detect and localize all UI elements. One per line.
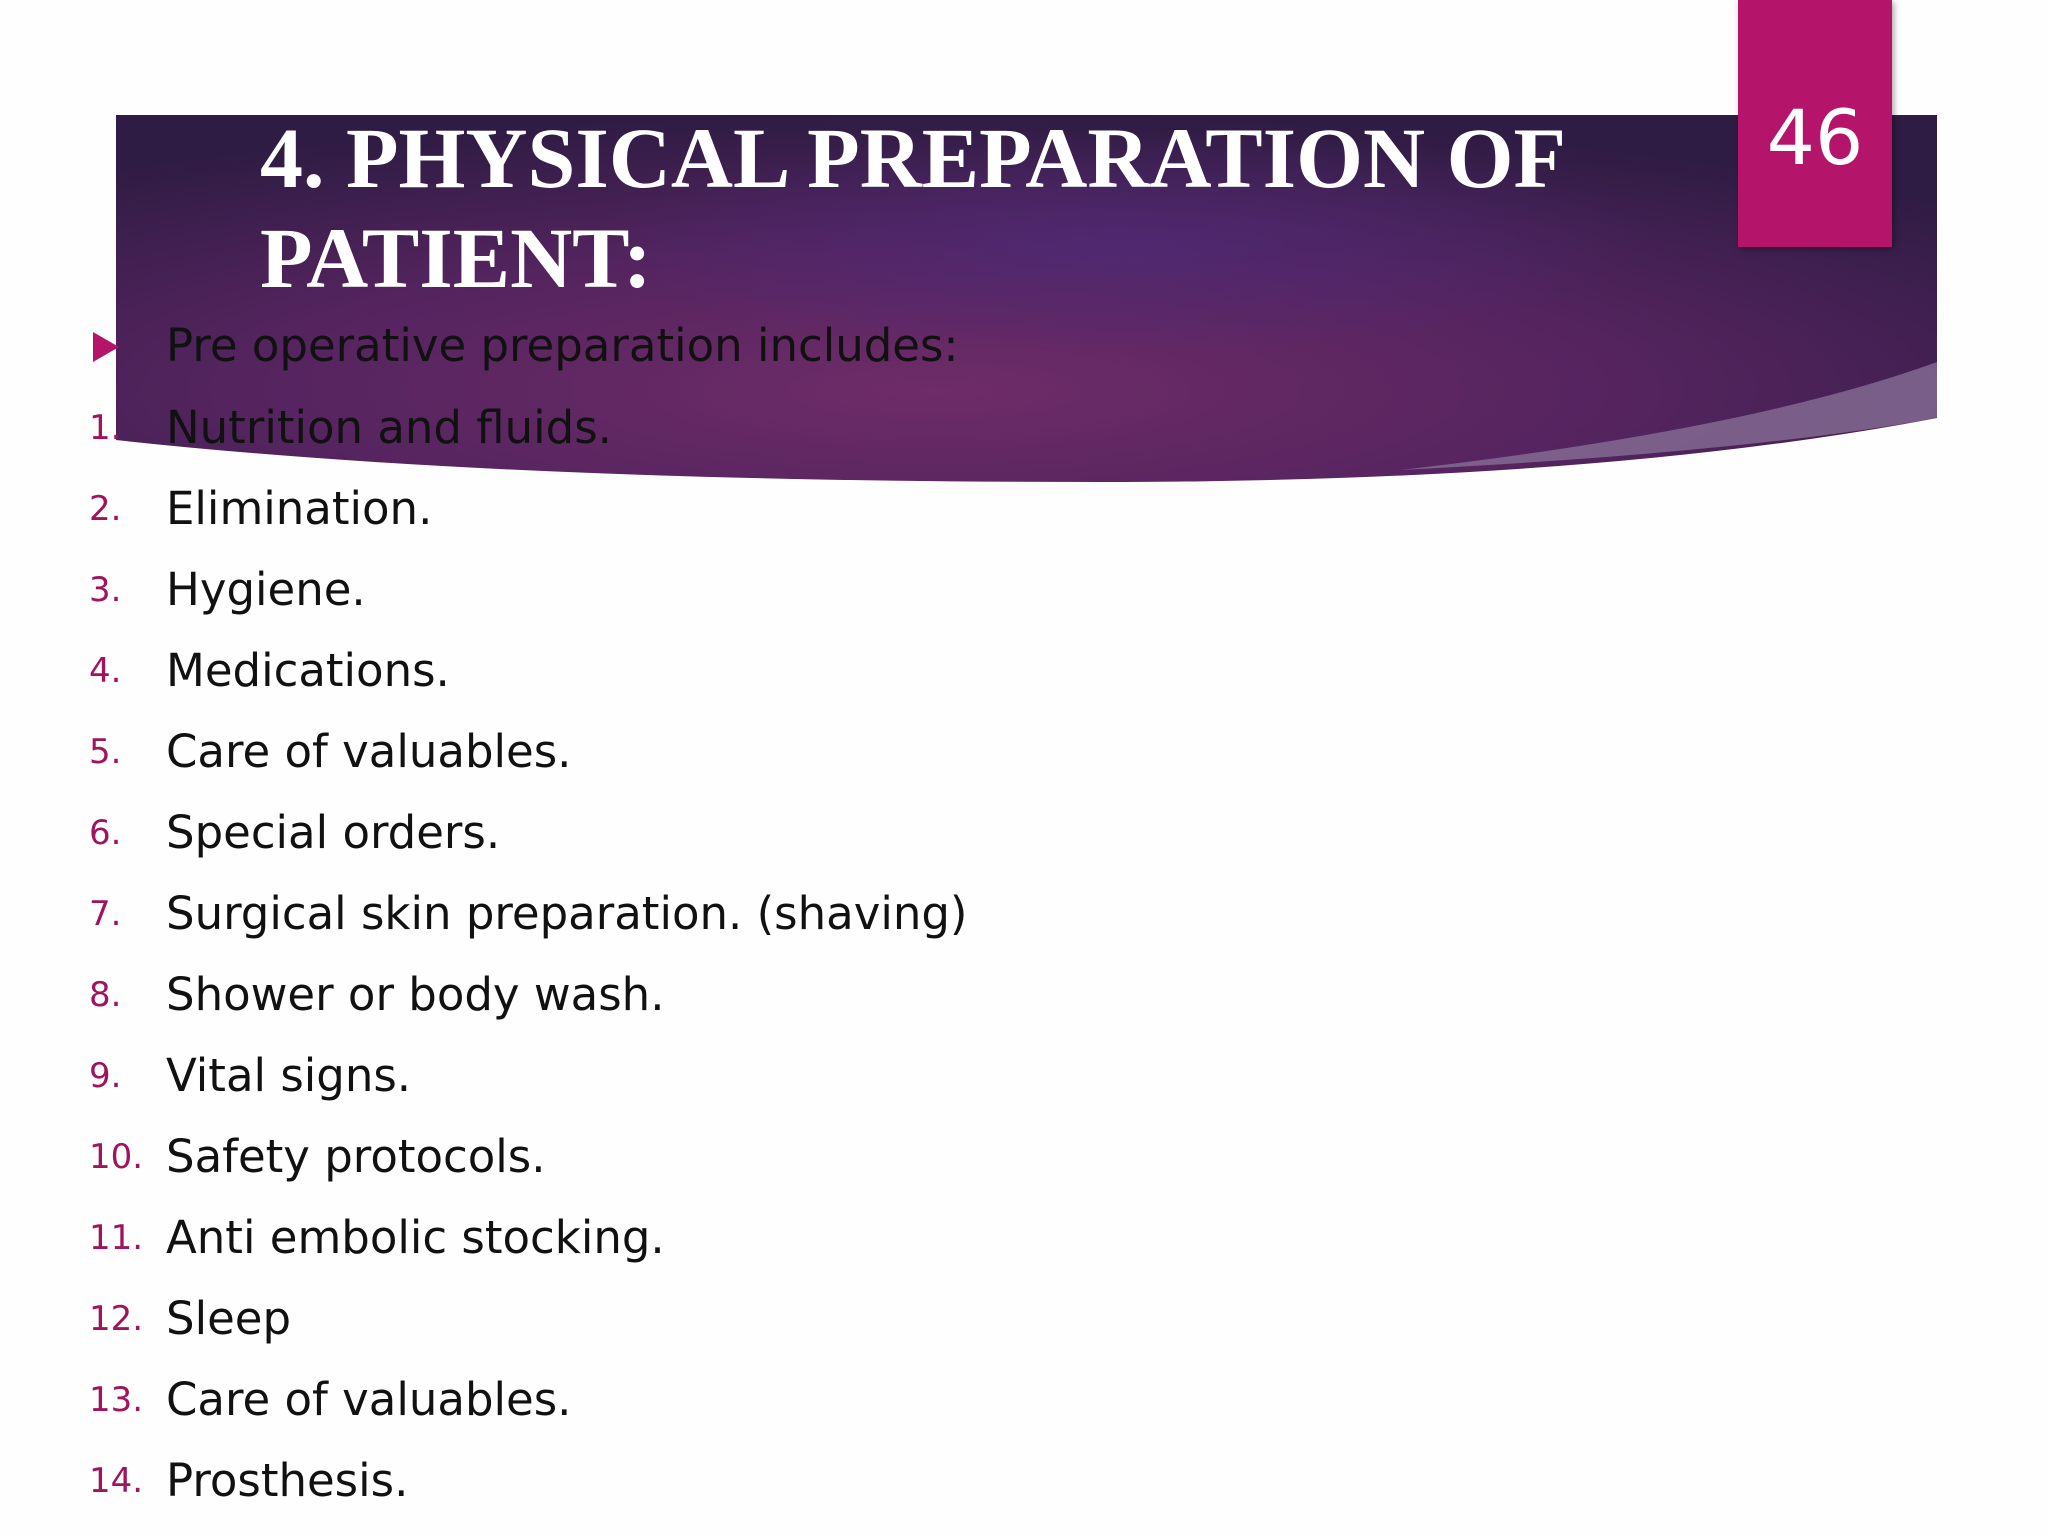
list-item-number: 4. — [89, 651, 122, 691]
list-item-text: Anti embolic stocking. — [166, 1211, 665, 1264]
page-number: 46 — [1766, 93, 1864, 182]
list-item-number: 11. — [89, 1218, 144, 1258]
list-item-number: 10. — [89, 1137, 144, 1177]
list-item-number: 12. — [89, 1299, 144, 1339]
list-item — [0, 959, 1200, 1040]
list-item — [0, 1364, 1200, 1445]
list-item — [0, 1283, 1200, 1364]
list-item-text: Special orders. — [166, 806, 501, 859]
list-item-number: 3. — [89, 570, 122, 610]
list-item-text: Medications. — [166, 644, 450, 697]
list-item-text: Care of valuables. — [166, 725, 572, 778]
list-item — [0, 1202, 1200, 1283]
list-item — [0, 1121, 1200, 1202]
list-item-number: 9. — [89, 1056, 122, 1096]
intro-bullet — [0, 310, 1200, 382]
list-item-number: 14. — [89, 1461, 144, 1501]
list-item — [0, 635, 1200, 716]
list-item-number: 5. — [89, 732, 122, 772]
list-item — [0, 1445, 1200, 1526]
list-item — [0, 797, 1200, 878]
page-number-tab — [1738, 0, 1892, 247]
list-item-text: Nutrition and fluids. — [166, 401, 612, 454]
list-item — [0, 1040, 1200, 1121]
list-item-text: Care of valuables. — [166, 1373, 572, 1426]
list-item-text: Safety protocols. — [166, 1130, 546, 1183]
list-item-text: Shower or body wash. — [166, 968, 665, 1021]
list-item-number: 8. — [89, 975, 122, 1015]
list-item-number: 2. — [89, 489, 122, 529]
list-item-text: Elimination. — [166, 482, 433, 535]
list-item — [0, 878, 1200, 959]
list-item-number: 13. — [89, 1380, 144, 1420]
preparation-list — [0, 392, 1200, 1526]
intro-text: Pre operative preparation includes: — [166, 319, 959, 372]
list-item-number: 6. — [89, 813, 122, 853]
list-item-text: Hygiene. — [166, 563, 366, 616]
list-item — [0, 392, 1200, 473]
list-item-number: 7. — [89, 894, 122, 934]
list-item-text: Prosthesis. — [166, 1454, 409, 1507]
triangle-bullet-icon — [93, 332, 119, 362]
list-item-text: Surgical skin preparation. (shaving) — [166, 887, 968, 940]
list-item — [0, 554, 1200, 635]
list-item-text: Vital signs. — [166, 1049, 412, 1102]
list-item-number: 1. — [89, 408, 122, 448]
list-item-text: Sleep — [166, 1292, 292, 1345]
slide-title: 4. PHYSICAL PREPARATION OF PATIENT: — [260, 110, 1563, 306]
list-item — [0, 473, 1200, 554]
list-item — [0, 716, 1200, 797]
